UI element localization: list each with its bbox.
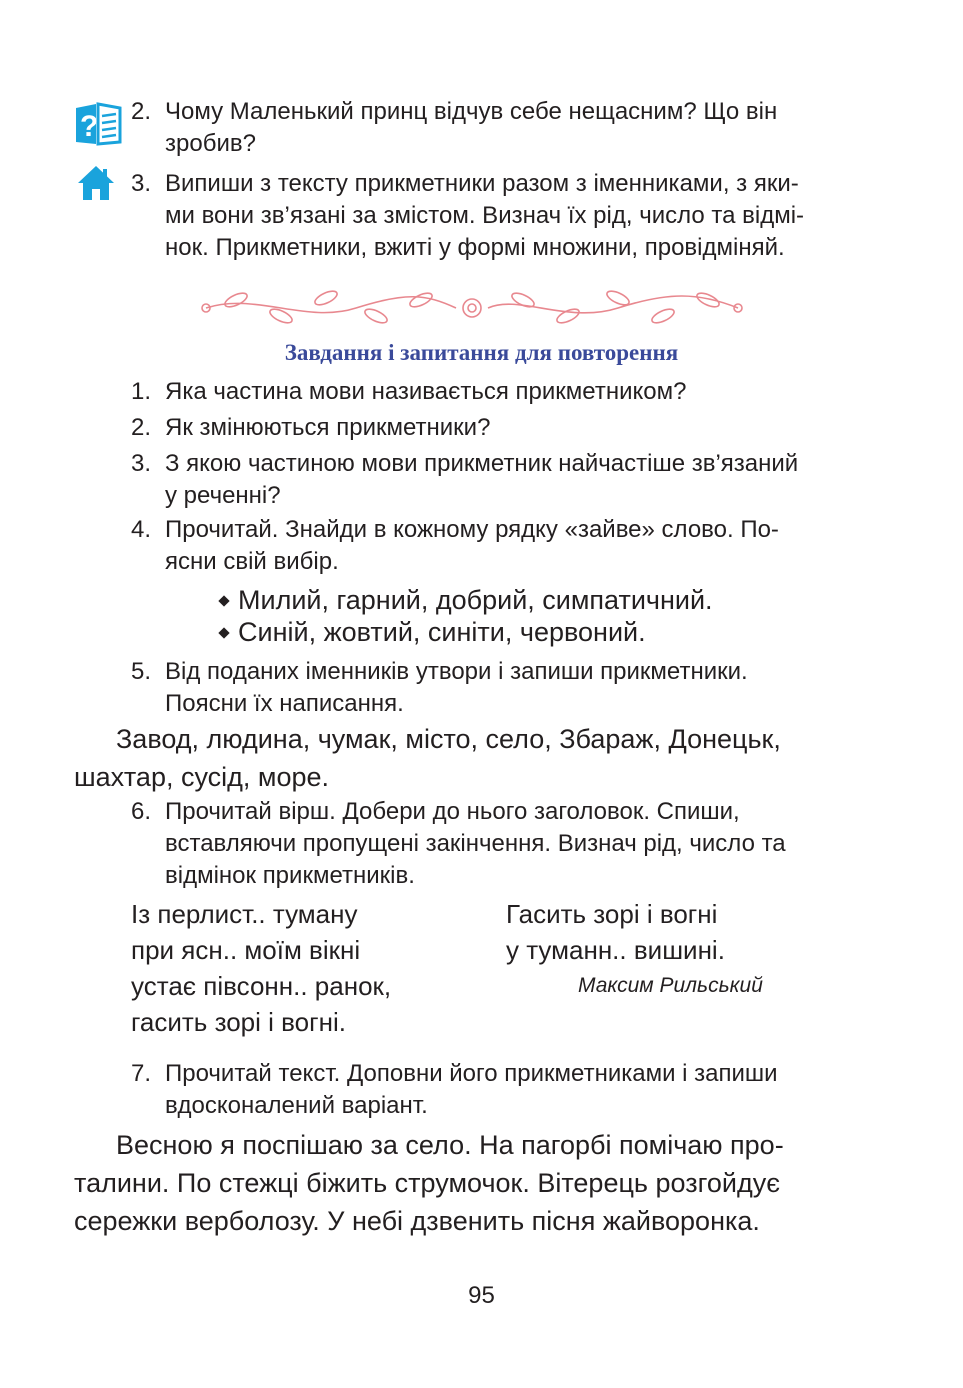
word-list-line: Завод, людина, чумак, місто, село, Збараж, Донецьк, (116, 724, 781, 754)
question-text-line: Як змінюються прикметники? (165, 414, 491, 441)
task-text-line: Випиши з тексту прикметники разом з іменниками, з яки- (165, 170, 799, 197)
question-text-line: у реченні? (165, 482, 281, 509)
poem-line: гасить зорі і вогні. (131, 1007, 346, 1037)
task-text-line: Чому Маленький принц відчув себе нещасним? Що він (165, 98, 778, 125)
final-text-line: Весною я поспішаю за село. На пагорбі помічаю про- (116, 1130, 784, 1160)
section-title: Завдання і запитання для повторення (284, 340, 679, 365)
poem-line: устає півсонн.. ранок, (131, 971, 392, 1001)
question-number: 7. (131, 1060, 152, 1087)
question-text-line: З якою частиною мови прикметник найчастіше зв’язаний (165, 450, 799, 477)
task-text-line: нок. Прикметники, вжиті у формі множини, провідміняй. (165, 234, 785, 261)
page-number: 95 (468, 1282, 495, 1309)
question-text-line: відмінок прикметників. (165, 862, 415, 889)
question-text-line: Поясни їх написання. (165, 690, 404, 717)
bullet-text: Милий, гарний, добрий, симпатичний. (238, 585, 713, 615)
question-text-line: Прочитай текст. Доповни його прикметниками і запиши (165, 1060, 778, 1087)
poem-line: при ясн.. моїм вікні (131, 935, 361, 965)
question-text-line: вставляючи пропущені закінчення. Визнач рід, число та (165, 830, 786, 857)
task-text-line: зробив? (165, 130, 256, 157)
ornament-divider (196, 286, 748, 330)
word-list-line: шахтар, сусід, море. (74, 762, 330, 792)
question-text-line: Яка частина мови називається прикметником? (165, 378, 687, 405)
question-book-icon (74, 100, 122, 146)
question-text-line: ясни свій вибір. (165, 548, 339, 575)
bullet-text: Синій, жовтий, синіти, червоний. (238, 617, 646, 647)
svg-text:?: ? (80, 110, 99, 143)
task-text-line: ми вони зв’язані за змістом. Визнач їх рід, число та відмі- (165, 202, 805, 229)
poem-author: Максим Рильський (578, 974, 763, 997)
question-number: 3. (131, 450, 152, 477)
poem-line: у туманн.. вишині. (506, 935, 725, 965)
diamond-bullet-icon (218, 595, 229, 606)
question-number: 5. (131, 658, 152, 685)
question-number: 1. (131, 378, 152, 405)
task-number: 3. (131, 170, 152, 197)
final-text-line: талини. По стежці біжить струмочок. Вітерець розгойдує (74, 1168, 780, 1198)
home-icon (76, 164, 116, 202)
bullet-item (220, 584, 713, 617)
poem-line: Із перлист.. туману (131, 899, 358, 929)
question-text-line: Прочитай. Знайди в кожному рядку «зайве» слово. По- (165, 516, 779, 543)
final-text-line: сережки верболозу. У небі дзвенить пісня жайворонка. (74, 1206, 760, 1236)
question-number: 4. (131, 516, 152, 543)
question-text-line: Прочитай вірш. Добери до нього заголовок. Спиши, (165, 798, 740, 825)
diamond-bullet-icon (218, 627, 229, 638)
poem-left-column (131, 896, 391, 1040)
word-list (74, 720, 781, 796)
question-number: 2. (131, 414, 152, 441)
question-text-line: вдосконалений варіант. (165, 1092, 428, 1119)
question-text-line: Від поданих іменників утвори і запиши прикметники. (165, 658, 748, 685)
final-text (74, 1126, 784, 1240)
poem-right-column (506, 896, 725, 968)
bullet-item (220, 616, 646, 649)
question-number: 6. (131, 798, 152, 825)
poem-line: Гасить зорі і вогні (506, 899, 718, 929)
task-number: 2. (131, 98, 152, 125)
